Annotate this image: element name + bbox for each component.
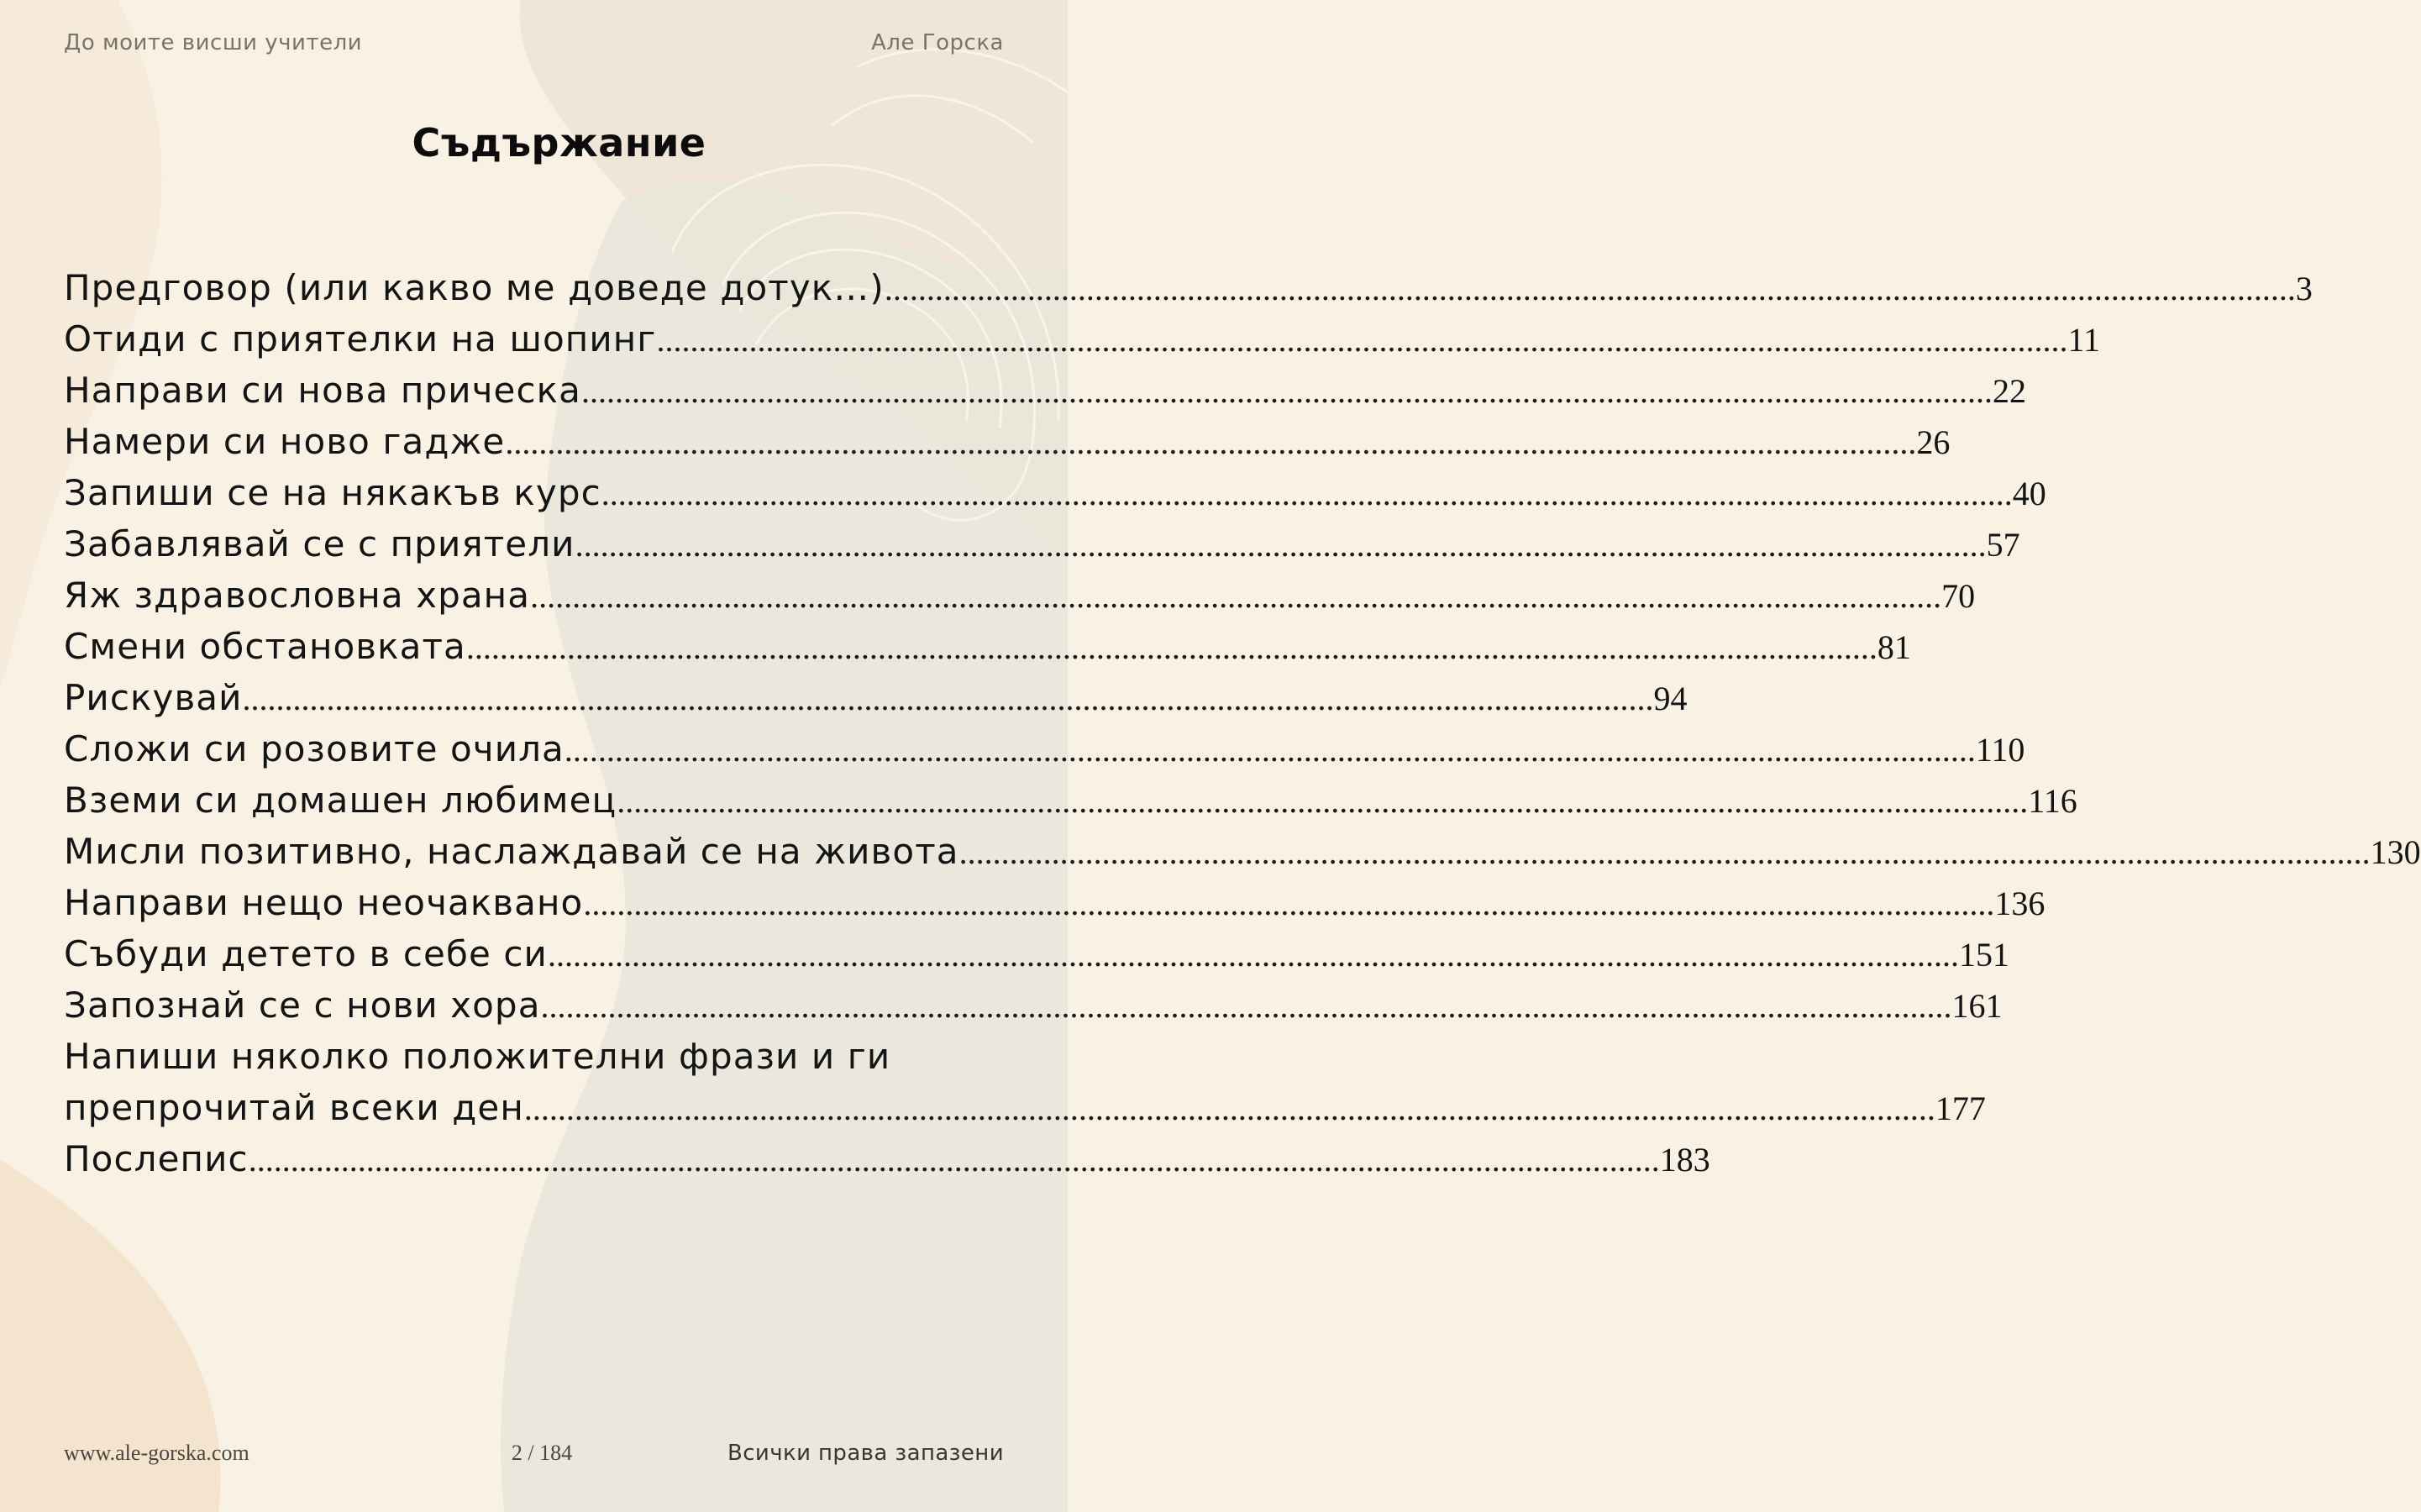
toc-entry-label: Сложи си розовите очила (64, 728, 565, 769)
toc-entry-page: 130 (2370, 833, 2421, 871)
toc-entry-page: 22 (1992, 372, 2026, 410)
toc-entry-page: 57 (1986, 526, 2020, 564)
toc-entry-label: Намери си ново гадже (64, 421, 506, 462)
toc-entry[interactable] (64, 621, 1911, 672)
toc-entry[interactable] (64, 467, 2046, 518)
dot-leader (524, 1083, 1935, 1134)
toc-entry[interactable] (64, 518, 2020, 570)
toc-entry-label: Мисли позитивно, наслаждавай се на живота (64, 831, 959, 872)
toc-entry[interactable] (64, 416, 1951, 467)
page-title: Съдържание (412, 120, 706, 165)
toc-entry-label: Вземи си домашен любимец (64, 780, 617, 821)
dot-leader (243, 673, 1654, 724)
toc-entry-page: 161 (1951, 987, 2003, 1025)
toc-entry-page: 70 (1941, 577, 1976, 615)
toc-entry[interactable] (64, 570, 1976, 621)
toc-entry[interactable] (64, 928, 2009, 979)
toc-entry[interactable] (64, 774, 2077, 826)
dot-leader (565, 724, 1976, 775)
toc-entry-page: 40 (2012, 475, 2046, 512)
toc-entry[interactable] (64, 365, 2026, 416)
toc-entry-label: Предговор (или какво ме доведе дотук…) (64, 267, 885, 308)
dot-leader (505, 417, 1916, 468)
dot-leader (581, 365, 1993, 417)
toc-entry-label: Направи нещо неочаквано (64, 882, 584, 923)
toc-entry-page: 151 (1958, 936, 2009, 974)
toc-entry-page: 116 (2028, 782, 2077, 820)
dot-leader (885, 263, 2296, 314)
toc-entry-label: Запиши се на някакъв курс (64, 472, 601, 513)
running-header-author: Але Горска (871, 30, 1004, 55)
toc-entry-label: Смени обстановката (64, 626, 466, 667)
toc-entry-label-line1: Напиши няколко положителни фрази и ги (64, 1036, 891, 1077)
running-header-book-title: До моите висши учители (64, 30, 363, 55)
toc-entry-label: Направи си нова прическа (64, 370, 581, 411)
toc-entry-page: 81 (1877, 628, 1911, 666)
dot-leader (959, 827, 2371, 878)
footer-rights: Всички права запазени (727, 1441, 1004, 1466)
toc-entry-label: Яж здравословна храна (64, 575, 531, 616)
toc-entry[interactable] (64, 262, 2313, 313)
dot-leader (583, 878, 1994, 929)
toc-entry[interactable] (64, 313, 2100, 365)
toc-entry-page: 183 (1659, 1141, 1710, 1179)
toc-entry[interactable] (64, 1031, 1986, 1133)
footer-page-indicator: 2 / 184 (511, 1441, 573, 1465)
toc-entry[interactable] (64, 979, 2003, 1031)
toc-entry-page: 110 (1975, 731, 2025, 769)
toc-entry-page: 136 (1994, 885, 2046, 922)
toc-entry-page: 3 (2295, 270, 2313, 307)
dot-leader (530, 570, 1941, 622)
dot-leader (249, 1134, 1660, 1185)
dot-leader (575, 519, 1987, 570)
dot-leader (617, 775, 2028, 827)
toc-entry[interactable] (64, 672, 1688, 723)
toc-entry-page: 94 (1653, 680, 1688, 717)
toc-entry[interactable] (64, 877, 2046, 928)
toc-entry-label: Запознай се с нови хора (64, 984, 541, 1026)
toc-entry-label: Рискувай (64, 677, 243, 718)
dot-leader (656, 314, 2067, 365)
toc-entry-label: Събуди детето в себе си (64, 933, 548, 974)
dot-leader (548, 929, 1959, 980)
toc-entry-page: 26 (1916, 423, 1951, 461)
toc-entry[interactable] (64, 723, 2025, 774)
toc-entry-label: Отиди с приятелки на шопинг (64, 318, 657, 360)
dot-leader (541, 980, 1952, 1032)
toc-entry-page: 11 (2067, 321, 2100, 359)
toc-entry-label: Забавлявай се с приятели (64, 523, 575, 564)
toc-entry[interactable] (64, 826, 2421, 877)
toc-entry-page: 177 (1935, 1089, 1986, 1127)
toc-entry[interactable] (64, 1133, 1710, 1184)
footer-website: www.ale-gorska.com (64, 1441, 249, 1465)
toc-entry-label-line2: препрочитай всеки ден (64, 1087, 524, 1128)
toc-entry-label: Послепис (64, 1138, 249, 1179)
dot-leader (601, 468, 2013, 519)
dot-leader (466, 622, 1877, 673)
table-of-contents (64, 262, 2421, 1184)
